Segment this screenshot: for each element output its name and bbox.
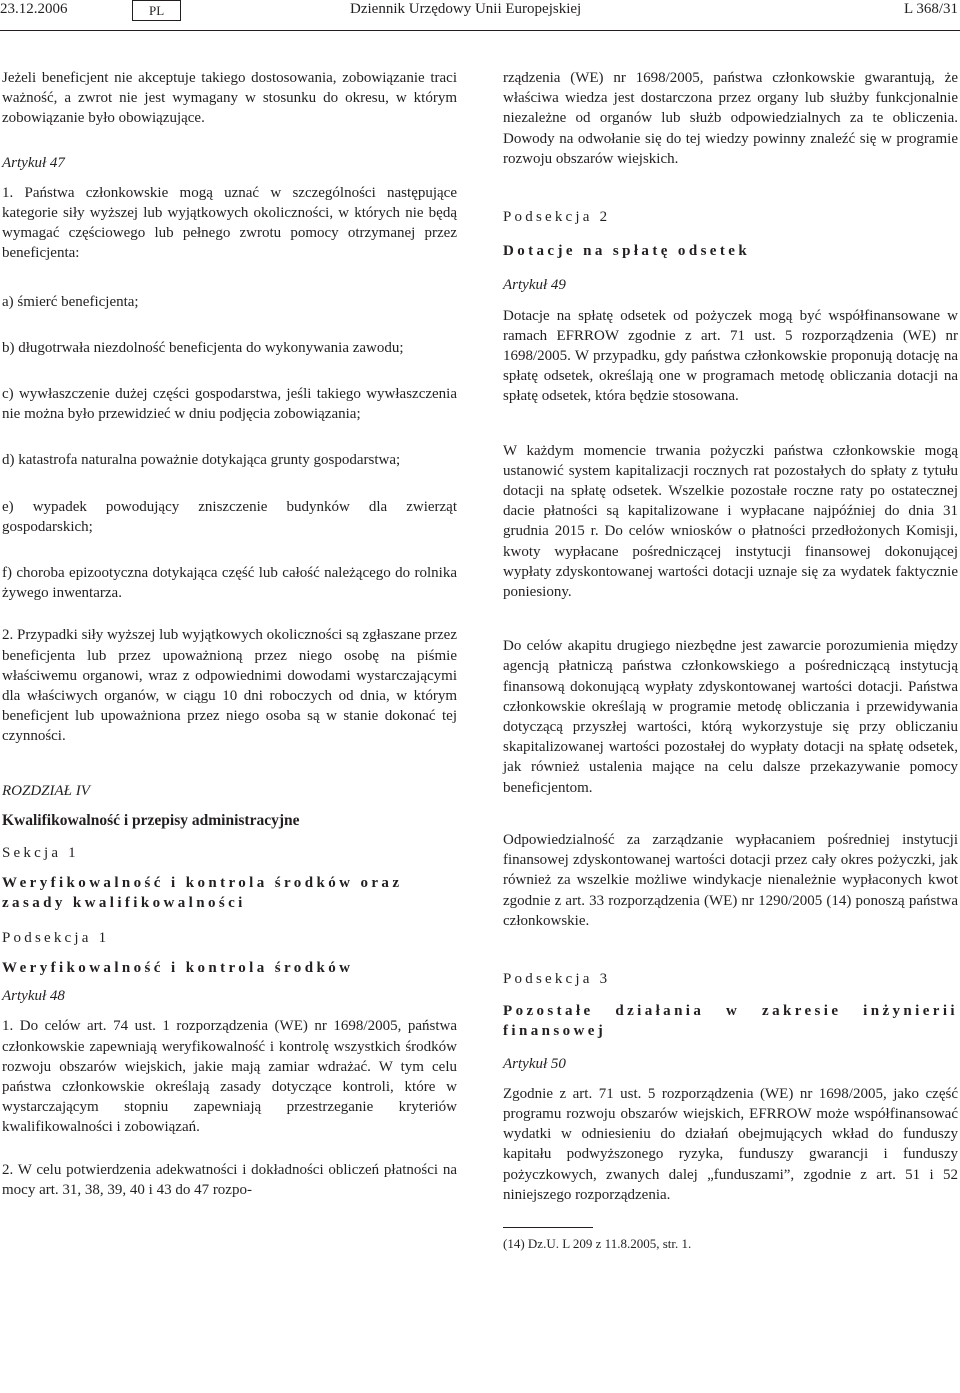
left-column	[2, 68, 457, 1200]
list-item-e: e) wypadek powodujący zniszczenie budynków dla zwierząt gospodarskich;	[2, 498, 457, 535]
article-49-paragraph-3: Do celów akapitu drugiego niezbędne jest zawarcie porozumienia między agencją płatniczą państwa członkowskiego a pośredniczącą instytucją finansową dokonującą wypłaty zdyskontowanej wartości dotacji. Państwa członkowskie określają w programie metodę obliczania i przewidywania dotyczącą przyszłej wartości, którą wykorzystuje się przy obliczaniu skapitalizowanej wartości pozostałej do wypłaty dotacji na spłatę odsetek, jak również ustalenia mające na celu dalsze przekazywanie pomocy beneficjentom.	[503, 638, 958, 796]
section-label: Sekcja 1	[2, 845, 79, 862]
intro-paragraph: Jeżeli beneficjent nie akceptuje takiego dostosowania, zobowiązanie traci ważność, a zwrot nie jest wymagany w stosunku do okresu, w którym zobowiązanie było obowiązujące.	[2, 70, 457, 127]
article-48-title: Artykuł 48	[2, 988, 65, 1005]
header-rule	[0, 30, 960, 31]
article-50-title: Artykuł 50	[503, 1055, 566, 1072]
page-header	[0, 0, 960, 22]
list-item-a: a) śmierć beneficjenta;	[2, 293, 139, 310]
continued-paragraph: rządzenia (WE) nr 1698/2005, państwa członkowskie gwarantują, że właściwa wiedza jest dostarczona przez organy lub służby funkcjonalnie niezależne od organów lub służb odpowiedzialnych za te obliczenia. Dowody na odwołanie się do tej wiedzy powinny znaleźć się w programie rozwoju obszarów wiejskich.	[503, 70, 958, 167]
section-title-line-2: zasady kwalifikowalności	[2, 895, 246, 912]
subsection-2-label: Podsekcja 2	[503, 209, 611, 226]
chapter-title: Kwalifikowalność i przepisy administracyjne	[2, 811, 300, 829]
article-49-paragraph-2: W każdym momencie trwania pożyczki państwa członkowskie mogą ustanowić system kapitalizacji rocznych rat pozostałych do spłaty z tytułu dotacji na spłatę odsetek. Wszelkie pozostałe roczne raty po ostatecznej dacie płatności są kapitalizowane i wypłacane najpóźniej do dnia 31 grudnia 2015 r. Do celów wniosków o płatności przedłożonych Komisji, kwoty wypłacane pośredniczącej instytucji finansowej dokonującej wypłaty zdyskontowanej wartości dotacji uznaje się za wydatek faktycznie poniesiony.	[503, 442, 958, 601]
article-49-paragraph-1: Dotacje na spłatę odsetek od pożyczek mogą być współfinansowane w ramach EFRROW zgodnie z art. 71 ust. 5 rozporządzenia (WE) nr 1698/2005. W przypadku, gdy państwa członkowskie proponują dotację na spłatę odsetek, określają one w programach metodę obliczania dotacji na spłatę odsetek, która będzie stosowana.	[503, 307, 958, 405]
right-column	[503, 68, 958, 1254]
article-47-paragraph-2: 2. Przypadki siły wyższej lub wyjątkowych okoliczności są zgłaszane przez beneficjenta lub przez upoważnioną przez niego osobę na piśmie właściwemu organowi, wraz z odpowiednimi dowodami wystarczającymi dla właściwych organów, w ciągu 10 dni roboczych od dnia, w którym beneficjent lub upoważniona przez niego osoba są w stanie dokonać tej czynności.	[2, 627, 457, 745]
journal-title: Dziennik Urzędowy Unii Europejskiej	[350, 1, 582, 17]
chapter-number: ROZDZIAŁ IV	[2, 782, 90, 799]
list-item-d: d) katastrofa naturalna poważnie dotykająca grunty gospodarstwa;	[2, 452, 401, 469]
article-49-title: Artykuł 49	[503, 277, 566, 294]
article-49-paragraph-4: Odpowiedzialność za zarządzanie wypłacaniem pośredniej instytucji finansowej zdyskontowanej wartości dotacji przez cały okres pożyczki, jak również za wszelkie możliwe windykacje nienależnie wypłaconych kwot zgodnie z art. 33 rozporządzenia (WE) nr 1290/2005 (14) ponoszą państwa członkowskie.	[503, 831, 958, 929]
article-48-paragraph-1: 1. Do celów art. 74 ust. 1 rozporządzenia (WE) nr 1698/2005, państwa członkowskie zapewniają weryfikowalność i kontrolę wszystkich środków rozwoju obszarów wiejskich, jakie mają zamiar wdrażać. W tym celu państwa członkowskie określają zasady dotyczące kontroli, które w wystarczającym stopniu zapewniają przestrzeganie kryteriów kwalifikowalności i zobowiązań.	[2, 1018, 457, 1136]
article-50-paragraph-1: Zgodnie z art. 71 ust. 5 rozporządzenia (WE) nr 1698/2005, jako część programu rozwoju obszarów wiejskich, EFRROW może współfinansować wydatki w odniesieniu do działań obejmujących wkład do funduszy kapitału podwyższonego ryzyka, funduszy gwarancji i funduszy pożyczkowych, zwanych dalej „funduszami”, zgodnie z art. 51 i 52 niniejszego rozporządzenia.	[503, 1085, 958, 1203]
article-47-paragraph-1: 1. Państwa członkowskie mogą uznać w szczególności następujące kategorie siły wyższej lub wyjątkowych okoliczności, w których nie będą wymagać częściowego lub pełnego zwrotu pomocy otrzymanej przez beneficjenta:	[2, 184, 457, 262]
article-47-title: Artykuł 47	[2, 154, 65, 171]
list-item-b: b) długotrwała niezdolność beneficjenta do wykonywania zawodu;	[2, 339, 404, 356]
footnote-14: (14) Dz.U. L 209 z 11.8.2005, str. 1.	[503, 1235, 692, 1251]
list-item-f: f) choroba epizootyczna dotykająca część lub całość należącego do rolnika żywego inwentarza.	[2, 565, 457, 602]
subsection-1-title: Weryfikowalność i kontrola środków	[2, 959, 354, 976]
footnote-rule	[503, 1227, 593, 1228]
subsection-1-label: Podsekcja 1	[2, 929, 110, 946]
list-item-c: c) wywłaszczenie dużej części gospodarstwa, jeśli takiego wywłaszczenia nie można było przewidzieć w dniu podjęcia zobowiązania;	[2, 386, 457, 423]
section-title-line-1: Weryfikowalność i kontrola środków oraz	[2, 875, 403, 892]
subsection-2-title: Dotacje na spłatę odsetek	[503, 243, 751, 260]
subsection-3-label: Podsekcja 3	[503, 970, 611, 987]
article-48-paragraph-2: 2. W celu potwierdzenia adekwatności i dokładności obliczeń płatności na mocy art. 31, 38, 39, 40 i 43 do 47 rozpo-	[2, 1161, 457, 1198]
language-badge: PL	[132, 0, 181, 21]
subsection-3-title: Pozostałe działania w zakresie inżynierii finansowej	[503, 1003, 958, 1040]
publication-date: 23.12.2006	[0, 1, 68, 17]
page-reference: L 368/31	[903, 1, 958, 17]
